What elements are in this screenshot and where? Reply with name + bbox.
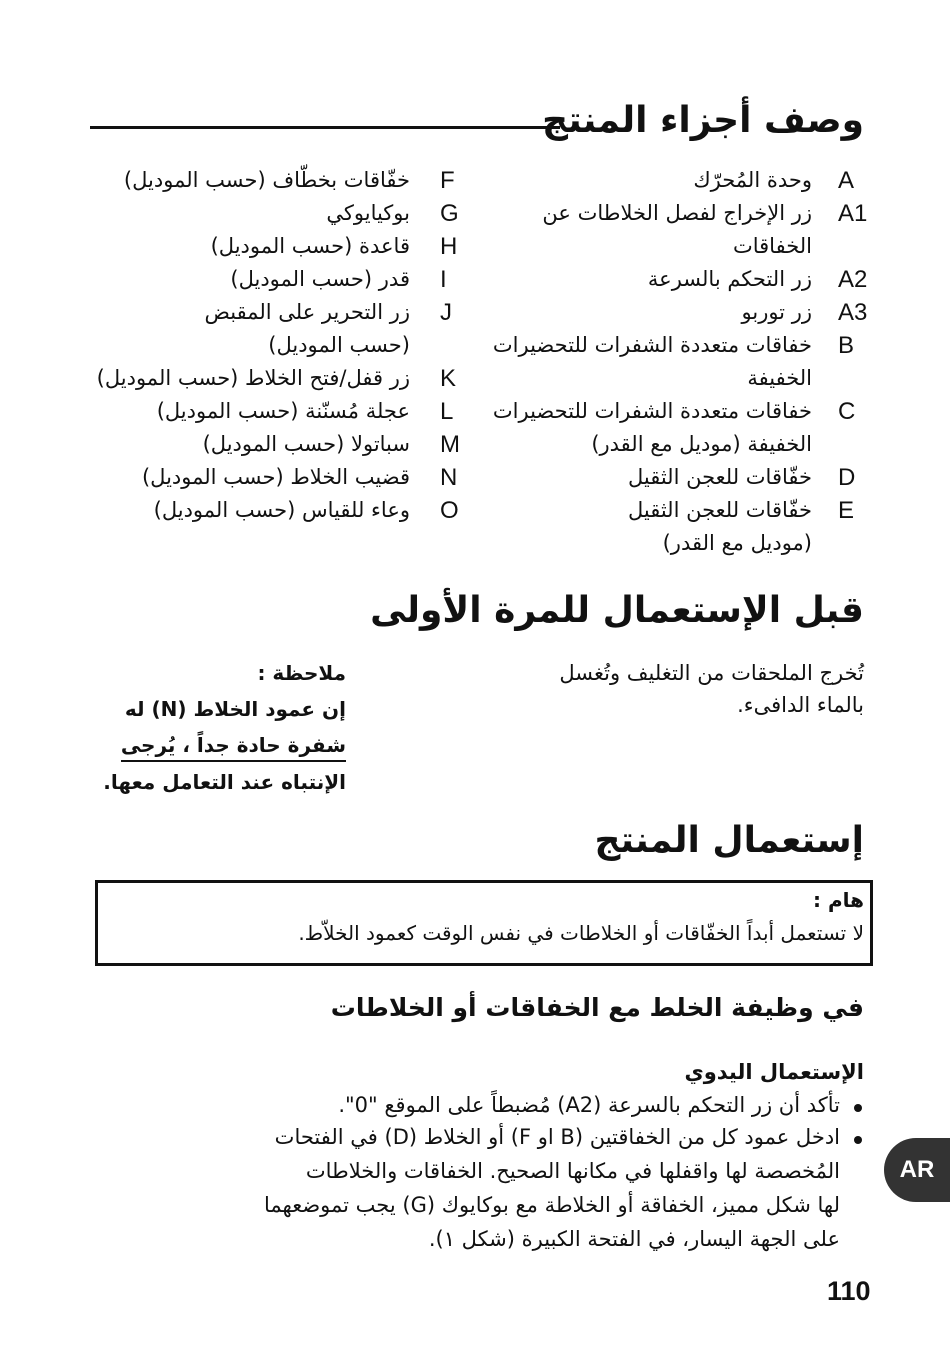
- part-letter: L: [440, 398, 454, 425]
- part-description: سباتولا (حسب الموديل): [202, 432, 410, 456]
- part-letter: N: [440, 464, 458, 491]
- part-description: (حسب الموديل): [268, 333, 410, 357]
- part-letter: M: [440, 431, 460, 458]
- part-letter: G: [440, 200, 459, 227]
- part-letter: H: [440, 233, 458, 260]
- bullet-2-line-4: على الجهة اليسار، في الفتحة الكبيرة (شكل ١).: [428, 1227, 840, 1251]
- part-description: الخفاقات: [732, 234, 812, 258]
- part-description: (موديل مع القدر): [662, 531, 812, 555]
- part-description: خفّاقات بخطّاف (حسب الموديل): [123, 168, 410, 192]
- part-description: زر قفل/فتح الخلاط (حسب الموديل): [96, 366, 410, 390]
- section-title-before-first-use: قبل الإستعمال للمرة الأولى: [370, 590, 864, 631]
- note-line-3: الإنتباه عند التعامل معها.: [103, 770, 346, 794]
- section-title-using-product: إستعمال المنتج: [594, 820, 864, 861]
- part-letter: A3: [838, 299, 868, 326]
- part-description: زر التحكم بالسرعة: [647, 267, 812, 291]
- part-description: زر الإخراج لفصل الخلاطات عن: [542, 201, 812, 225]
- section-title-parts: وصف أجزاء المنتج: [542, 100, 864, 141]
- bullet-dot: [854, 1136, 862, 1144]
- part-description: وعاء للقياس (حسب الموديل): [153, 498, 410, 522]
- important-title: هام :: [813, 888, 864, 912]
- part-description: بوكيايوكي: [326, 201, 410, 225]
- part-letter: D: [838, 464, 856, 491]
- part-description: خفّاقات للعجن الثقيل: [627, 465, 812, 489]
- bullet-2-line-1: ادخل عمود كل من الخفاقتين (B او F) أو الخلاط (D) في الفتحات: [274, 1125, 840, 1149]
- part-description: وحدة المُحرّك: [693, 168, 812, 192]
- note-line-2: شفرة حادة جداً ، يُرجى: [121, 730, 346, 762]
- before-use-line-2: بالماء الدافىء.: [737, 693, 864, 717]
- part-letter: J: [440, 299, 452, 326]
- bullet-dot: [854, 1104, 862, 1112]
- part-letter: A1: [838, 200, 868, 227]
- part-letter: O: [440, 497, 459, 524]
- part-letter: K: [440, 365, 457, 392]
- part-description: عجلة مُسنّنة (حسب الموديل): [156, 399, 410, 423]
- language-tab: AR: [884, 1138, 950, 1202]
- title-rule: [90, 126, 560, 129]
- part-description: الخفيفة: [747, 366, 812, 390]
- subtitle-mixing: في وظيفة الخلط مع الخفاقات أو الخلاطات: [330, 993, 864, 1022]
- part-letter: A: [838, 167, 855, 194]
- part-description: خفّاقات للعجن الثقيل: [627, 498, 812, 522]
- part-description: قاعدة (حسب الموديل): [210, 234, 410, 258]
- manual-use-title: الإستعمال اليدوي: [684, 1060, 864, 1084]
- note-line-1: إن عمود الخلاط (N) له: [124, 697, 346, 721]
- part-letter: B: [838, 332, 855, 359]
- part-letter: C: [838, 398, 856, 425]
- bullet-1-text: تأكد أن زر التحكم بالسرعة (A2) مُضبطاً على الموقع "0".: [338, 1093, 840, 1117]
- before-use-line-1: تُخرج الملحقات من التغليف وتُغسل: [559, 661, 864, 685]
- part-letter: E: [838, 497, 855, 524]
- important-text: لا تستعمل أبداً الخفّاقات أو الخلاطات في نفس الوقت كعمود الخلاّط.: [298, 921, 864, 945]
- part-description: خفاقات متعددة الشفرات للتحضيرات: [492, 399, 812, 423]
- part-description: زر التحرير على المقبض: [204, 300, 410, 324]
- part-letter: F: [440, 167, 455, 194]
- page-number: 110: [827, 1276, 871, 1306]
- bullet-2-line-3: لها شكل مميز، الخفاقة أو الخلاطة مع بوكايوك (G) يجب تموضعهما: [263, 1193, 840, 1217]
- part-description: زر توربو: [741, 300, 812, 324]
- part-description: الخفيفة (موديل مع القدر): [591, 432, 812, 456]
- bullet-2-line-2: المُخصصة لها واقفلها في مكانها الصحيح. الخفاقات والخلاطات: [305, 1159, 840, 1183]
- note-title: ملاحظة :: [257, 661, 346, 685]
- part-description: خفاقات متعددة الشفرات للتحضيرات: [492, 333, 812, 357]
- part-description: قدر (حسب الموديل): [230, 267, 410, 291]
- part-letter: A2: [838, 266, 868, 293]
- part-description: قضيب الخلاط (حسب الموديل): [141, 465, 410, 489]
- part-letter: I: [440, 266, 447, 293]
